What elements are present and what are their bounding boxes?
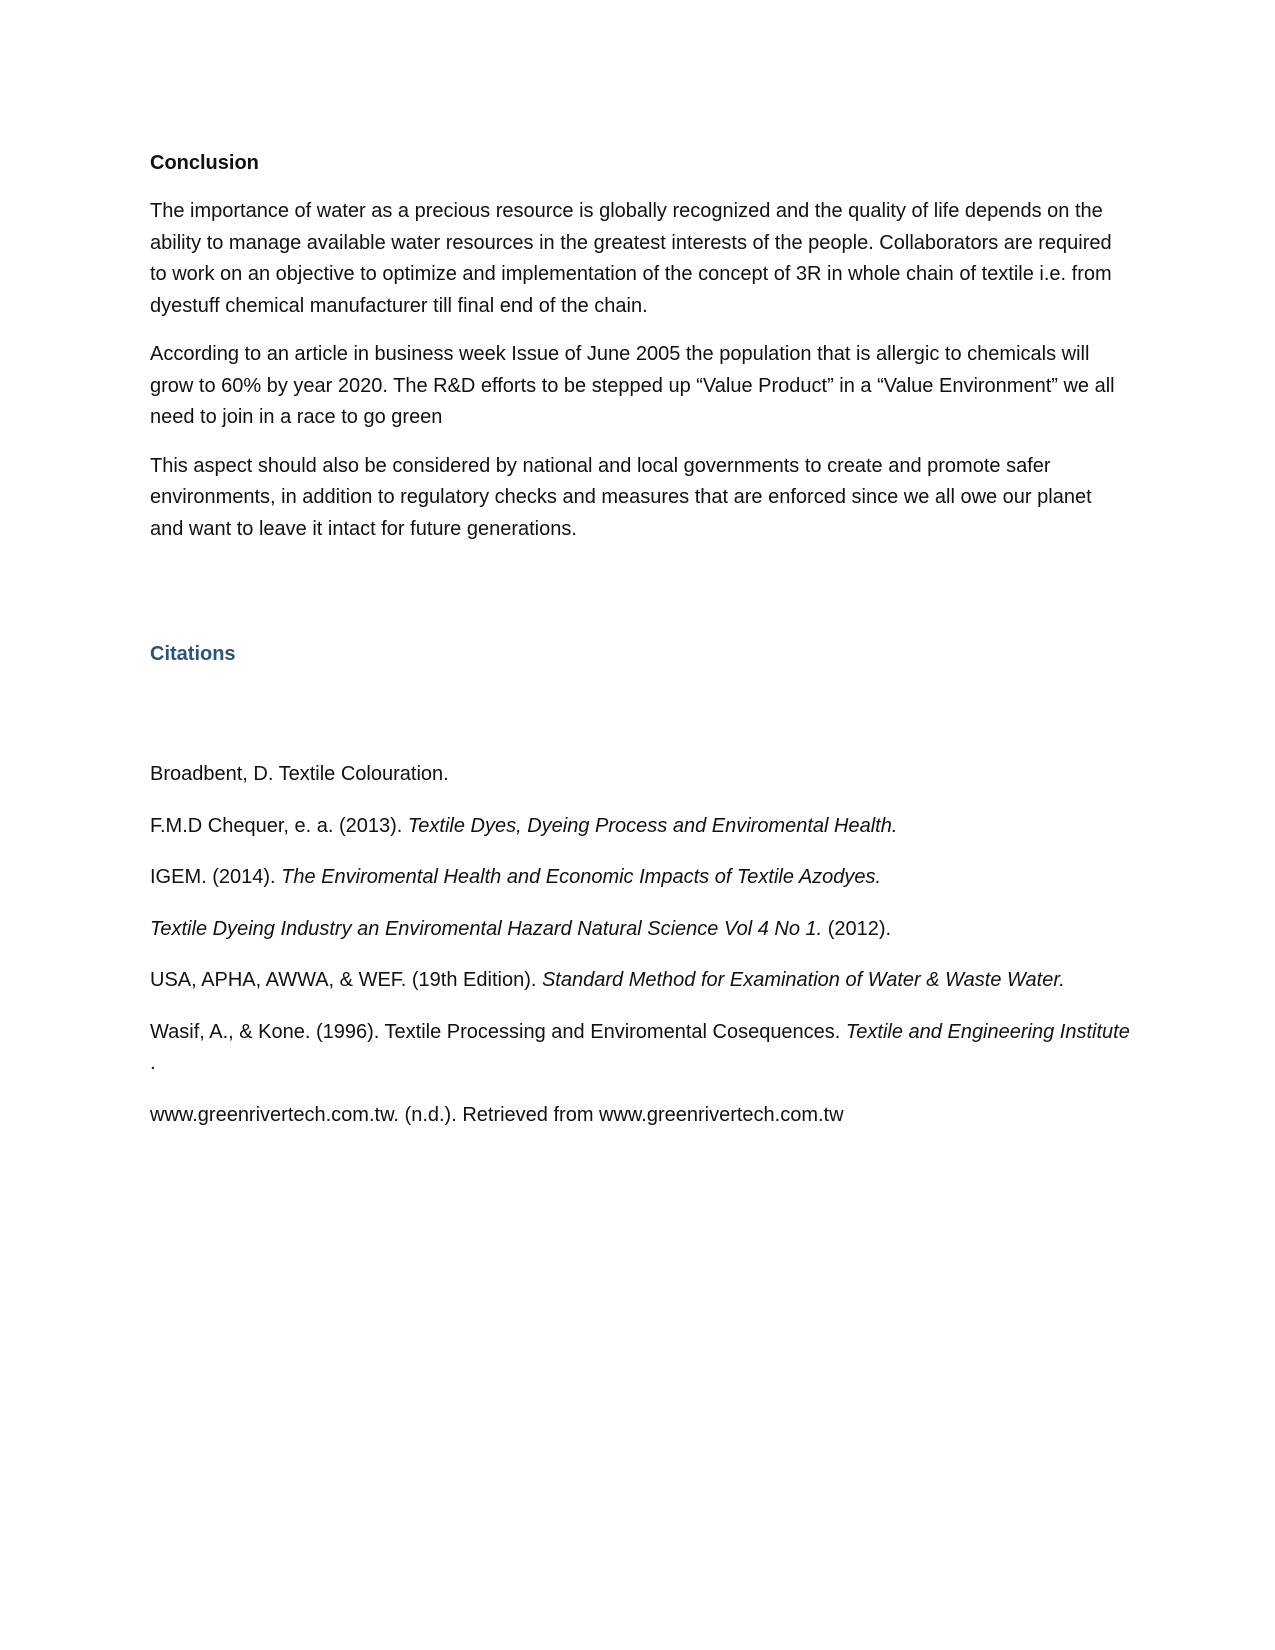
citations-heading: Citations: [150, 643, 236, 665]
citation-entry: [150, 759, 1130, 791]
citation-entry: [150, 862, 1130, 894]
citation-entry: [150, 1100, 1130, 1132]
citation-entry: [150, 965, 1130, 997]
citation-text: IGEM. (2014).: [150, 866, 282, 888]
citation-title: Textile Dyeing Industry an Enviromental Hazard Natural Science Vol 4 No 1.: [150, 917, 823, 940]
citation-title: Standard Method for Examination of Water & Waste Water.: [541, 969, 1065, 991]
citation-text: Wasif, A., & Kone. (1996). Textile Processing and Enviromental Cosequences.: [150, 1020, 846, 1043]
citation-list: [150, 759, 1130, 1131]
document-page: [150, 150, 1130, 1151]
citation-text: www.greenrivertech.com.tw. (n.d.). Retrieved from www.greenrivertech.com.tw: [150, 1103, 844, 1126]
citation-text: Broadbent, D. Textile Colouration.: [150, 763, 449, 785]
conclusion-paragraph-2: According to an article in business week Issue of June 2005 the population that is allergic to chemicals will grow to 60% by year 2020. The R&D efforts to be stepped up “Value Product” in a “Value Environment” we all need to join in a race to go green: [150, 343, 1115, 428]
citation-text: F.M.D Chequer, e. a. (2013).: [150, 814, 408, 837]
citation-entry: [150, 811, 1130, 843]
citation-entry: [150, 1017, 1130, 1080]
citation-title: Textile Dyes, Dyeing Process and Enviromental Health.: [407, 814, 898, 837]
conclusion-heading: Conclusion: [150, 152, 259, 174]
citation-title: The Enviromental Health and Economic Impacts of Textile Azodyes.: [281, 866, 882, 888]
citation-suffix: .: [150, 1052, 156, 1074]
citation-suffix: (2012).: [822, 917, 892, 940]
conclusion-paragraph-3: This aspect should also be considered by national and local governments to create and promote safer environments, in addition to regulatory checks and measures that are enforced since we all owe our planet and want to leave it intact for future generations.: [150, 454, 1092, 540]
citation-title: Textile and Engineering Institute: [845, 1020, 1130, 1043]
citation-text: USA, APHA, AWWA, & WEF. (19th Edition).: [150, 969, 542, 991]
citation-entry: [150, 914, 1130, 946]
conclusion-paragraph-1: The importance of water as a precious resource is globally recognized and the quality of life depends on the ability to manage available water resources in the greatest interests of the people. Collaborators are required to work on an objective to optimize and implementation of the concept of 3R in whole chain of textile i.e. from dyestuff chemical manufacturer till final end of the chain.: [150, 200, 1112, 317]
